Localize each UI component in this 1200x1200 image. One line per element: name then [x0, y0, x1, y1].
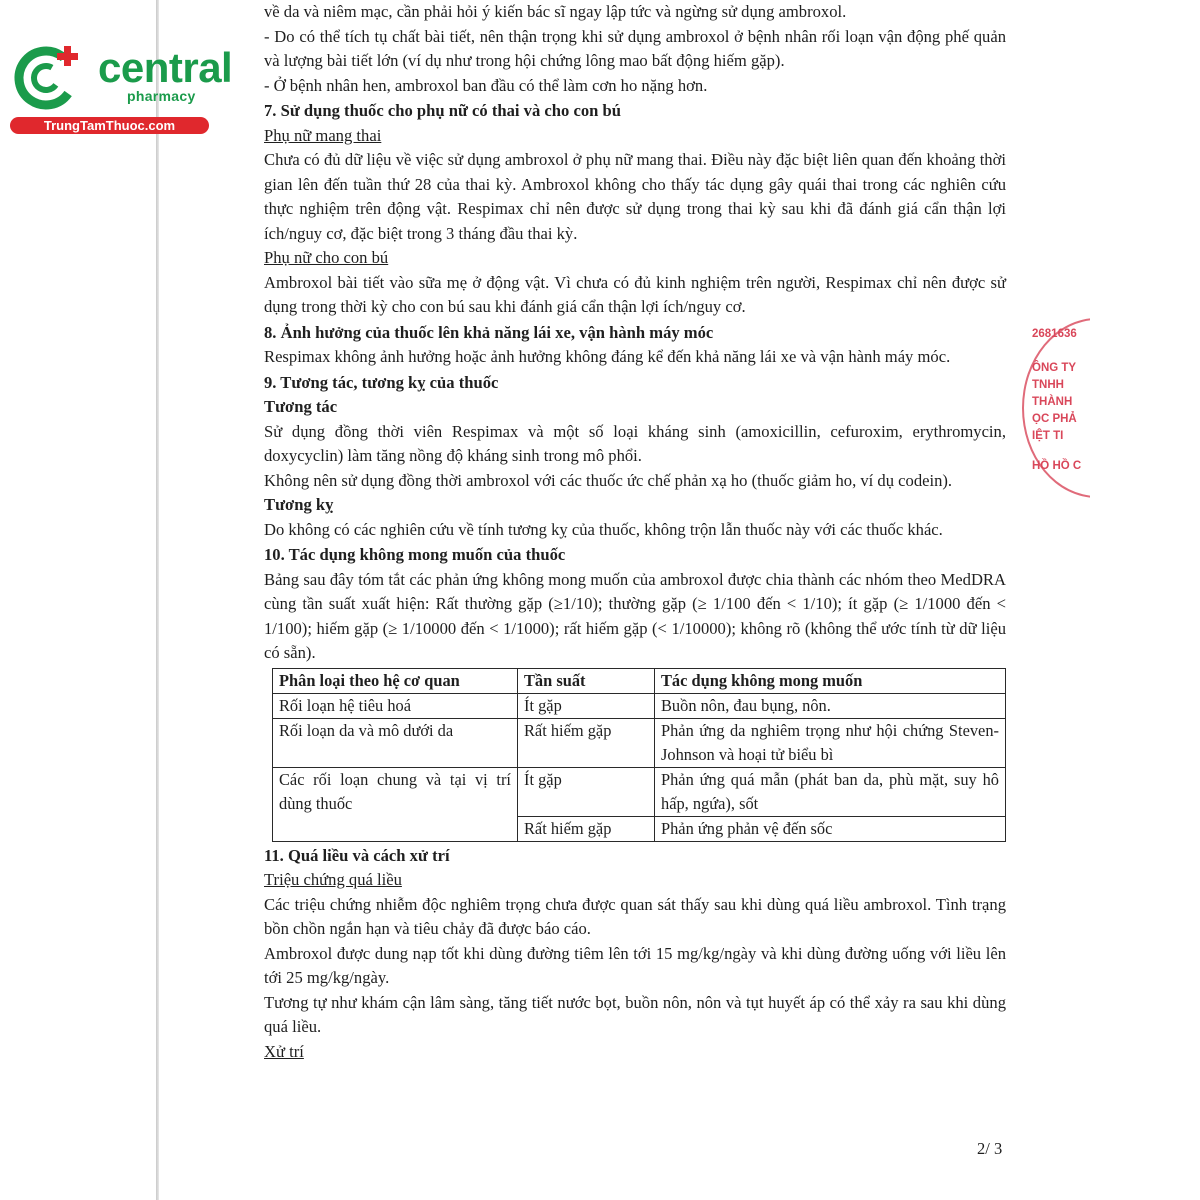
logo-brand: central	[98, 44, 233, 91]
subsection-title: Phụ nữ mang thai	[264, 125, 382, 145]
table-cell: Ít gặp	[518, 693, 655, 718]
section-heading: 9. Tương tác, tương kỵ của thuốc	[264, 372, 499, 392]
table-cell: Rất hiếm gặp	[518, 718, 655, 767]
stamp-line: THÀNH	[1032, 396, 1073, 408]
logo-banner: TrungTamThuoc.com	[10, 117, 209, 134]
paragraph: Tương tự như khám cận lâm sàng, tăng tiết nước bọt, buồn nôn, nôn và tụt huyết áp có thể xảy ra sau khi dùng quá liều.	[264, 992, 1006, 1036]
document-body	[264, 0, 1006, 1064]
page-edge	[156, 0, 159, 1200]
table-cell: Rất hiếm gặp	[518, 816, 655, 841]
subsection-title: Tương kỵ	[264, 495, 334, 514]
subsection-title: Phụ nữ cho con bú	[264, 248, 389, 267]
stamp-line: IỆT TI	[1032, 430, 1064, 442]
adverse-effects-table	[272, 668, 1006, 842]
paragraph: về da và niêm mạc, cần phải hỏi ý kiến bác sĩ ngay lập tức và ngừng sử dụng ambroxol.	[264, 2, 847, 21]
stamp-line: ỌC PHẢ	[1032, 413, 1077, 425]
stamp-line: TNHH	[1032, 379, 1064, 391]
table-cell: Các rối loạn chung và tại vị trí dùng thuốc	[273, 767, 518, 841]
subsection-title: Tương tác	[264, 397, 338, 416]
table-row	[273, 718, 1006, 767]
logo-mark-icon	[12, 40, 88, 116]
stamp-line: HỒ HỒ C	[1032, 460, 1082, 472]
logo-subtitle: pharmacy	[127, 88, 196, 104]
paragraph: - Ở bệnh nhân hen, ambroxol ban đầu có thể làm cơn ho nặng hơn.	[264, 75, 708, 95]
text-block-after-table	[264, 844, 1006, 1065]
table-header-cell: Tần suất	[518, 668, 655, 693]
table-cell: Phản ứng quá mẫn (phát ban da, phù mặt, suy hô hấp, ngứa), sốt	[655, 767, 1006, 816]
section-heading: 11. Quá liều và cách xử trí	[264, 845, 450, 865]
table-header-cell: Phân loại theo hệ cơ quan	[273, 668, 518, 693]
table-cell: Rối loạn da và mô dưới da	[273, 718, 518, 767]
section-heading: 10. Tác dụng không mong muốn của thuốc	[264, 545, 566, 564]
table-cell: Rối loạn hệ tiêu hoá	[273, 693, 518, 718]
table-cell: Phản ứng phản vệ đến sốc	[655, 816, 1006, 841]
section-heading: 7. Sử dụng thuốc cho phụ nữ có thai và cho con bú	[264, 101, 621, 120]
paragraph: Do không có các nghiên cứu về tính tương kỵ của thuốc, không trộn lẫn thuốc này với các thuốc khác.	[264, 519, 943, 539]
section-heading: 8. Ảnh hưởng của thuốc lên khả năng lái xe, vận hành máy móc	[264, 322, 714, 342]
subsection-title: Xử trí	[264, 1041, 304, 1061]
central-pharmacy-logo	[10, 40, 233, 140]
page-number: 2/ 3	[977, 1139, 1003, 1158]
paragraph: Ambroxol bài tiết vào sữa mẹ ở động vật. Vì chưa có đủ kinh nghiệm trên người, Respimax chỉ nên được sử dụng trong thời kỳ cho con bú sau khi đánh giá cẩn thận lợi ích/nguy cơ.	[264, 272, 1006, 316]
table-header-row	[273, 668, 1006, 693]
text-block-before-table	[264, 0, 1006, 666]
company-stamp	[1022, 318, 1090, 498]
paragraph: Sử dụng đồng thời viên Respimax và một số loại kháng sinh (amoxicillin, cefuroxim, erythromycin, doxycyclin) làm tăng nồng độ kháng sinh trong mô phổi.	[264, 421, 1006, 465]
table-cell: Ít gặp	[518, 767, 655, 816]
paragraph: Bảng sau đây tóm tắt các phản ứng không mong muốn của ambroxol được chia thành các nhóm theo MedDRA cùng tần suất xuất hiện: Rất thường gặp (≥1/10); thường gặp (≥ 1/100 đến < 1/10); ít gặp (≥ 1/1000 đến < 1/100); hiếm gặp (≥ 1/10000 đến < 1/1000); rất hiếm gặp (< 1/10000); không rõ (không thể ước tính từ dữ liệu có sẵn).	[264, 569, 1006, 662]
stamp-line: ÔNG TY	[1032, 362, 1077, 374]
table-cell: Phản ứng da nghiêm trọng như hội chứng Steven-Johnson và hoại tử biểu bì	[655, 718, 1006, 767]
table-row	[273, 693, 1006, 718]
table-header-cell: Tác dụng không mong muốn	[655, 668, 1006, 693]
stamp-line: 2681636	[1032, 328, 1077, 340]
paragraph: Ambroxol được dung nạp tốt khi dùng đường tiêm lên tới 15 mg/kg/ngày và khi dùng đường uống với liều lên tới 25 mg/kg/ngày.	[264, 943, 1006, 987]
paragraph: Các triệu chứng nhiễm độc nghiêm trọng chưa được quan sát thấy sau khi dùng quá liều ambroxol. Tình trạng bồn chồn ngắn hạn và tiêu chảy đã được báo cáo.	[264, 894, 1006, 938]
subsection-title: Triệu chứng quá liều	[264, 870, 402, 889]
table-cell: Buồn nôn, đau bụng, nôn.	[655, 693, 1006, 718]
paragraph: - Do có thể tích tụ chất bài tiết, nên thận trọng khi sử dụng ambroxol ở bệnh nhân rối loạn vận động phế quản và lượng bài tiết lớn (ví dụ như trong hội chứng lông mao bất động hiếm gặp).	[264, 26, 1006, 70]
paragraph: Chưa có đủ dữ liệu về việc sử dụng ambroxol ở phụ nữ mang thai. Điều này đặc biệt liên quan đến khoảng thời gian lên đến tuần thứ 28 của thai kỳ. Ambroxol không cho thấy tác dụng gây quái thai trong các nghiên cứu thực nghiệm trên động vật. Respimax chỉ nên được sử dụng trong thai kỳ sau khi đã đánh giá cẩn thận lợi ích/nguy cơ, đặc biệt trong 3 tháng đầu thai kỳ.	[264, 150, 1006, 243]
paragraph: Không nên sử dụng đồng thời ambroxol với các thuốc ức chế phản xạ ho (thuốc giảm ho, ví dụ codein).	[264, 470, 953, 490]
table-row	[273, 767, 1006, 816]
paragraph: Respimax không ảnh hưởng hoặc ảnh hưởng không đáng kể đến khả năng lái xe và vận hành máy móc.	[264, 347, 951, 366]
